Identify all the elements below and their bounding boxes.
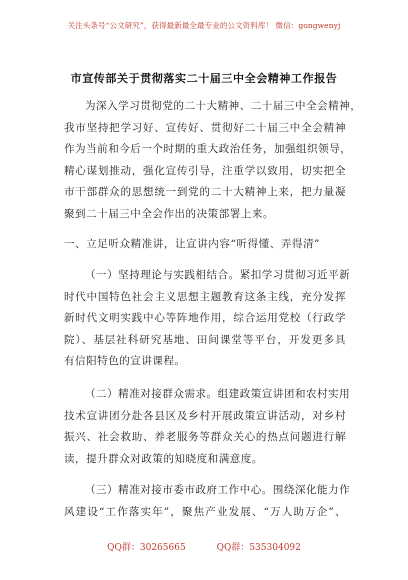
item-one-line: 新时代文明实践中心等阵地作用，综合运用党校（行政学 <box>64 312 346 324</box>
item-two-line: 读，提升群众对政策的知晓度和满意度。 <box>64 452 263 465</box>
intro-paragraph <box>64 96 362 225</box>
intro-line: 作为当前和今后一个时期的重大政治任务，加强组织领导， <box>64 143 352 155</box>
footer-qq-group-1: QQ群：30265665 <box>107 543 186 553</box>
item-one-line: （一）坚持理论与实践相结合。紧扣学习贯彻习近平新 <box>85 269 351 281</box>
top-banner: 关注头条号“公文研究”，获得最新最全最专业的公文资料库！ 微信：gongwenyj <box>67 21 341 30</box>
item-three-line: （三）精准对接市委市政府工作中心。围绕深化能力作 <box>85 484 351 496</box>
intro-line: 我市坚持把学习好、宣传好、贯彻好二十届三中全会精神 <box>64 121 346 134</box>
section-one-heading: 一、立足听众精准讲，让宣讲内容“听得懂、弄得清” <box>64 238 321 250</box>
item-one-line: 院）、基层社科研究基地、田间课堂等平台，开发更多具 <box>64 333 346 346</box>
intro-line: 精心谋划推动，强化宣传引导，注重学以致用，切实把全 <box>64 164 346 177</box>
intro-line: 聚到二十届三中全会作出的决策部署上来。 <box>64 207 274 220</box>
item-three-paragraph <box>64 480 351 523</box>
item-one-paragraph <box>64 265 351 373</box>
item-two-line: 技术宣讲团分赴各县区及乡村开展政策宣讲活动，对乡村 <box>64 409 346 422</box>
footer-qq-groups <box>0 540 408 553</box>
item-two-paragraph <box>64 384 351 470</box>
item-one-line: 有信阳特色的宣讲课程。 <box>64 355 186 367</box>
item-two-line: 振兴、社会救助、养老服务等群众关心的热点问题进行解 <box>64 431 346 443</box>
item-three-line: 风建设“工作落实年”，聚焦产业发展、“万人助万企”、 <box>64 505 346 518</box>
footer-qq-group-2: QQ群：535304092 <box>216 543 301 553</box>
item-one-line: 时代中国特色社会主义思想主题教育这条主线，充分发挥 <box>64 290 346 303</box>
item-two-line: （二）精准对接群众需求。组建政策宣讲团和农村实用 <box>85 388 351 400</box>
intro-line: 市干部群众的思想统一到党的二十大精神上来，把力量凝 <box>64 186 346 198</box>
document-title: 市宣传部关于贯彻落实二十届三中全会精神工作报告 <box>70 72 338 85</box>
intro-line: 为深入学习贯彻党的二十大精神、二十届三中全会精神， <box>85 100 362 112</box>
